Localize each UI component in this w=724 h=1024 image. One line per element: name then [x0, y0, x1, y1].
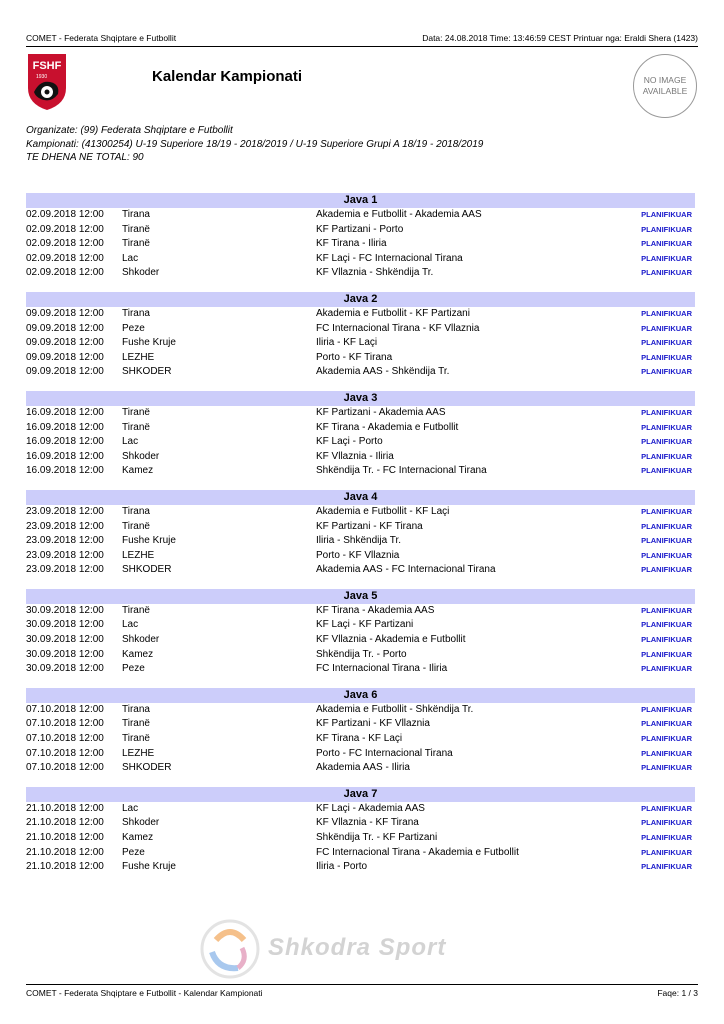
match-date: 07.10.2018 12:00 [26, 747, 104, 759]
match-row [26, 648, 695, 663]
match-status: PLANIFIKUAR [641, 268, 692, 278]
match-date: 07.10.2018 12:00 [26, 718, 104, 730]
page-number: Faqe: 1 / 3 [657, 988, 698, 998]
match-teams: KF Vllaznia - Shkëndija Tr. [316, 267, 434, 279]
match-row [26, 351, 695, 366]
match-venue: Tirana [122, 703, 150, 715]
match-venue: Tiranë [122, 406, 150, 418]
match-teams: KF Tirana - KF Laçi [316, 733, 403, 745]
match-date: 02.09.2018 12:00 [26, 267, 104, 279]
match-date: 09.09.2018 12:00 [26, 307, 104, 319]
match-status: PLANIFIKUAR [641, 833, 692, 842]
match-row [26, 662, 695, 677]
week-header: Java 4 [26, 490, 695, 505]
match-date: 09.09.2018 12:00 [26, 366, 104, 378]
week-header: Java 1 [26, 193, 695, 208]
match-status: PLANIFIKUAR [641, 536, 692, 546]
match-venue: Tiranë [122, 718, 150, 730]
match-venue: Peze [122, 322, 145, 334]
match-date: 30.09.2018 12:00 [26, 648, 104, 660]
match-row [26, 223, 695, 238]
match-teams: KF Tirana - Iliria [316, 238, 387, 250]
match-teams: KF Vllaznia - Akademia e Futbollit [316, 634, 466, 646]
match-venue: Fushe Kruje [122, 861, 176, 873]
match-venue: Tirana [122, 505, 150, 517]
match-venue: Shkoder [122, 267, 160, 279]
match-teams: Iliria - Shkëndija Tr. [316, 535, 402, 547]
org-name: COMET - Federata Shqiptare e Futbollit [26, 33, 177, 43]
week-section [26, 787, 695, 875]
match-venue: SHKODER [122, 564, 172, 576]
match-status: PLANIFIKUAR [641, 367, 692, 377]
week-section [26, 688, 695, 776]
match-date: 16.09.2018 12:00 [26, 436, 104, 448]
week-header: Java 6 [26, 688, 695, 703]
match-row [26, 604, 695, 619]
print-info: Data: 24.08.2018 Time: 13:46:59 CEST Printuar nga: Eraldi Shera (1423) [422, 33, 698, 43]
match-date: 09.09.2018 12:00 [26, 322, 104, 334]
match-row [26, 520, 695, 535]
match-teams: Akademia e Futbollit - Shkëndija Tr. [316, 703, 474, 715]
championship-info [26, 124, 483, 165]
match-date: 07.10.2018 12:00 [26, 762, 104, 774]
match-row [26, 307, 695, 322]
schedule [26, 193, 695, 886]
match-venue: Tiranë [122, 421, 150, 433]
match-teams: Porto - KF Tirana [316, 351, 393, 363]
match-status: PLANIFIKUAR [641, 664, 692, 674]
match-status: PLANIFIKUAR [641, 224, 692, 234]
page-footer [26, 984, 698, 999]
match-venue: Shkoder [122, 634, 160, 646]
watermark-ball-icon [198, 918, 262, 980]
match-status: PLANIFIKUAR [641, 210, 692, 219]
match-date: 30.09.2018 12:00 [26, 634, 104, 646]
match-status: PLANIFIKUAR [641, 308, 692, 318]
match-date: 23.09.2018 12:00 [26, 535, 104, 547]
match-date: 09.09.2018 12:00 [26, 351, 104, 363]
svg-text:FSHF: FSHF [32, 60, 62, 72]
match-venue: SHKODER [122, 762, 172, 774]
match-row [26, 831, 695, 846]
match-status: PLANIFIKUAR [641, 803, 692, 813]
match-venue: Lac [122, 619, 139, 631]
match-date: 21.10.2018 12:00 [26, 832, 104, 843]
no-image-placeholder [633, 54, 697, 118]
match-venue: LEZHE [122, 351, 155, 363]
match-teams: Porto - KF Vllaznia [316, 549, 400, 561]
match-row [26, 336, 695, 351]
match-venue: Peze [122, 663, 145, 675]
match-status: PLANIFIKUAR [641, 239, 692, 249]
match-status: PLANIFIKUAR [641, 338, 692, 348]
match-venue: Kamez [122, 648, 154, 660]
week-section [26, 490, 695, 578]
match-status: PLANIFIKUAR [641, 437, 692, 447]
match-teams: KF Vllaznia - Iliria [316, 450, 394, 462]
match-teams: Akademia e Futbollit - KF Laçi [316, 505, 450, 517]
match-venue: Kamez [122, 832, 154, 843]
match-teams: Porto - FC Internacional Tirana [316, 747, 453, 759]
match-row [26, 860, 695, 875]
watermark [198, 918, 520, 980]
match-date: 02.09.2018 12:00 [26, 223, 104, 235]
match-teams: Akademia AAS - FC Internacional Tirana [316, 564, 496, 576]
match-status: PLANIFIKUAR [641, 521, 692, 531]
match-row [26, 464, 695, 479]
match-date: 23.09.2018 12:00 [26, 520, 104, 532]
match-venue: LEZHE [122, 549, 155, 561]
match-teams: Akademia e Futbollit - Akademia AAS [316, 209, 482, 220]
match-status: PLANIFIKUAR [641, 649, 692, 659]
match-date: 30.09.2018 12:00 [26, 663, 104, 675]
week-section [26, 589, 695, 677]
match-date: 02.09.2018 12:00 [26, 209, 104, 220]
match-row [26, 450, 695, 465]
match-row [26, 266, 695, 281]
match-status: PLANIFIKUAR [641, 818, 692, 828]
watermark-text: Shkodra Sport [268, 934, 447, 961]
match-venue: Fushe Kruje [122, 535, 176, 547]
match-date: 30.09.2018 12:00 [26, 619, 104, 631]
match-row [26, 252, 695, 267]
match-status: PLANIFIKUAR [641, 407, 692, 417]
match-row [26, 435, 695, 450]
week-section [26, 292, 695, 380]
match-teams: KF Tirana - Akademia AAS [316, 604, 435, 616]
match-status: PLANIFIKUAR [641, 451, 692, 461]
no-image-line2: AVAILABLE [642, 86, 688, 96]
match-teams: FC Internacional Tirana - KF Vllaznia [316, 322, 480, 334]
match-venue: SHKODER [122, 366, 172, 378]
match-row [26, 717, 695, 732]
match-date: 09.09.2018 12:00 [26, 337, 104, 349]
match-status: PLANIFIKUAR [641, 847, 692, 857]
week-header: Java 7 [26, 787, 695, 802]
page-title: Kalendar Kampionati [152, 68, 303, 85]
match-status: PLANIFIKUAR [641, 323, 692, 333]
match-row [26, 406, 695, 421]
match-venue: Kamez [122, 465, 154, 477]
week-section [26, 391, 695, 479]
match-teams: KF Partizani - KF Tirana [316, 520, 423, 532]
no-image-line1: NO IMAGE [643, 75, 687, 85]
match-row [26, 421, 695, 436]
week-header: Java 3 [26, 391, 695, 406]
match-date: 21.10.2018 12:00 [26, 846, 104, 858]
match-venue: Tiranë [122, 238, 150, 250]
match-date: 21.10.2018 12:00 [26, 817, 104, 829]
match-row [26, 846, 695, 861]
match-row [26, 322, 695, 337]
match-date: 07.10.2018 12:00 [26, 703, 104, 715]
match-venue: Shkoder [122, 450, 160, 462]
match-status: PLANIFIKUAR [641, 734, 692, 744]
match-row [26, 549, 695, 564]
championship: Kampionati: (41300254) U-19 Superiore 18/19 - 2018/2019 / U-19 Superiore Grupi A 18/19 - 2018/2019 [26, 138, 484, 150]
match-teams: Akademia AAS - Iliria [316, 762, 410, 774]
footer-title: COMET - Federata Shqiptare e Futbollit - Kalendar Kampionati [26, 988, 263, 998]
match-row [26, 703, 695, 718]
match-venue: Fushe Kruje [122, 337, 176, 349]
match-status: PLANIFIKUAR [641, 550, 692, 560]
match-row [26, 618, 695, 633]
match-row [26, 208, 695, 223]
match-date: 02.09.2018 12:00 [26, 238, 104, 250]
match-teams: KF Tirana - Akademia e Futbollit [316, 421, 459, 433]
match-venue: Lac [122, 252, 139, 264]
match-teams: KF Partizani - Porto [316, 223, 404, 235]
match-status: PLANIFIKUAR [641, 466, 692, 476]
match-status: PLANIFIKUAR [641, 620, 692, 630]
match-row [26, 761, 695, 776]
match-venue: Lac [122, 802, 139, 814]
print-header [26, 32, 698, 47]
match-teams: Shkëndija Tr. - KF Partizani [316, 832, 438, 843]
match-teams: FC Internacional Tirana - Akademia e Futbollit [316, 846, 519, 858]
match-status: PLANIFIKUAR [641, 506, 692, 516]
match-status: PLANIFIKUAR [641, 422, 692, 432]
match-teams: KF Partizani - KF Vllaznia [316, 718, 430, 730]
match-row [26, 816, 695, 831]
match-teams: KF Laçi - Porto [316, 436, 383, 448]
match-venue: Peze [122, 846, 145, 858]
match-status: PLANIFIKUAR [641, 748, 692, 758]
week-header: Java 2 [26, 292, 695, 307]
match-date: 30.09.2018 12:00 [26, 604, 104, 616]
match-teams: Iliria - KF Laçi [316, 337, 378, 349]
match-date: 16.09.2018 12:00 [26, 465, 104, 477]
match-teams: Akademia AAS - Shkëndija Tr. [316, 366, 450, 378]
match-teams: KF Laçi - Akademia AAS [316, 802, 425, 814]
match-date: 21.10.2018 12:00 [26, 861, 104, 873]
match-date: 16.09.2018 12:00 [26, 406, 104, 418]
match-teams: KF Vllaznia - KF Tirana [316, 817, 419, 829]
match-date: 16.09.2018 12:00 [26, 450, 104, 462]
match-row [26, 563, 695, 578]
match-row [26, 747, 695, 762]
match-venue: Tirana [122, 209, 150, 220]
match-status: PLANIFIKUAR [641, 862, 692, 872]
match-venue: Tirana [122, 307, 150, 319]
match-teams: Shkëndija Tr. - Porto [316, 648, 407, 660]
match-status: PLANIFIKUAR [641, 704, 692, 714]
week-section [26, 193, 695, 281]
total-count: TE DHENA NE TOTAL: 90 [26, 152, 144, 163]
match-date: 16.09.2018 12:00 [26, 421, 104, 433]
match-status: PLANIFIKUAR [641, 565, 692, 575]
match-status: PLANIFIKUAR [641, 635, 692, 645]
match-date: 02.09.2018 12:00 [26, 252, 104, 264]
match-row [26, 633, 695, 648]
match-row [26, 237, 695, 252]
match-status: PLANIFIKUAR [641, 763, 692, 773]
match-date: 21.10.2018 12:00 [26, 802, 104, 814]
match-teams: KF Laçi - FC Internacional Tirana [316, 252, 463, 264]
match-venue: Tiranë [122, 520, 150, 532]
match-row [26, 365, 695, 380]
match-teams: FC Internacional Tirana - Iliria [316, 663, 448, 675]
match-date: 07.10.2018 12:00 [26, 733, 104, 745]
match-venue: Shkoder [122, 817, 160, 829]
match-venue: LEZHE [122, 747, 155, 759]
match-teams: Shkëndija Tr. - FC Internacional Tirana [316, 465, 487, 477]
match-venue: Tiranë [122, 604, 150, 616]
match-teams: KF Partizani - Akademia AAS [316, 406, 446, 418]
match-venue: Lac [122, 436, 139, 448]
match-date: 23.09.2018 12:00 [26, 564, 104, 576]
match-teams: KF Laçi - KF Partizani [316, 619, 414, 631]
svg-text:1930: 1930 [36, 74, 48, 80]
match-status: PLANIFIKUAR [641, 253, 692, 263]
match-row [26, 534, 695, 549]
match-teams: Akademia e Futbollit - KF Partizani [316, 307, 470, 319]
match-row [26, 505, 695, 520]
week-header: Java 5 [26, 589, 695, 604]
match-date: 23.09.2018 12:00 [26, 549, 104, 561]
match-row [26, 802, 695, 817]
match-status: PLANIFIKUAR [641, 719, 692, 729]
match-status: PLANIFIKUAR [641, 605, 692, 615]
match-venue: Tiranë [122, 223, 150, 235]
match-teams: Iliria - Porto [316, 861, 368, 873]
match-date: 23.09.2018 12:00 [26, 505, 104, 517]
match-row [26, 732, 695, 747]
match-venue: Tiranë [122, 733, 150, 745]
organizer: Organizate: (99) Federata Shqiptare e Futbollit [26, 125, 233, 136]
match-status: PLANIFIKUAR [641, 352, 692, 362]
fshf-logo [26, 52, 68, 112]
